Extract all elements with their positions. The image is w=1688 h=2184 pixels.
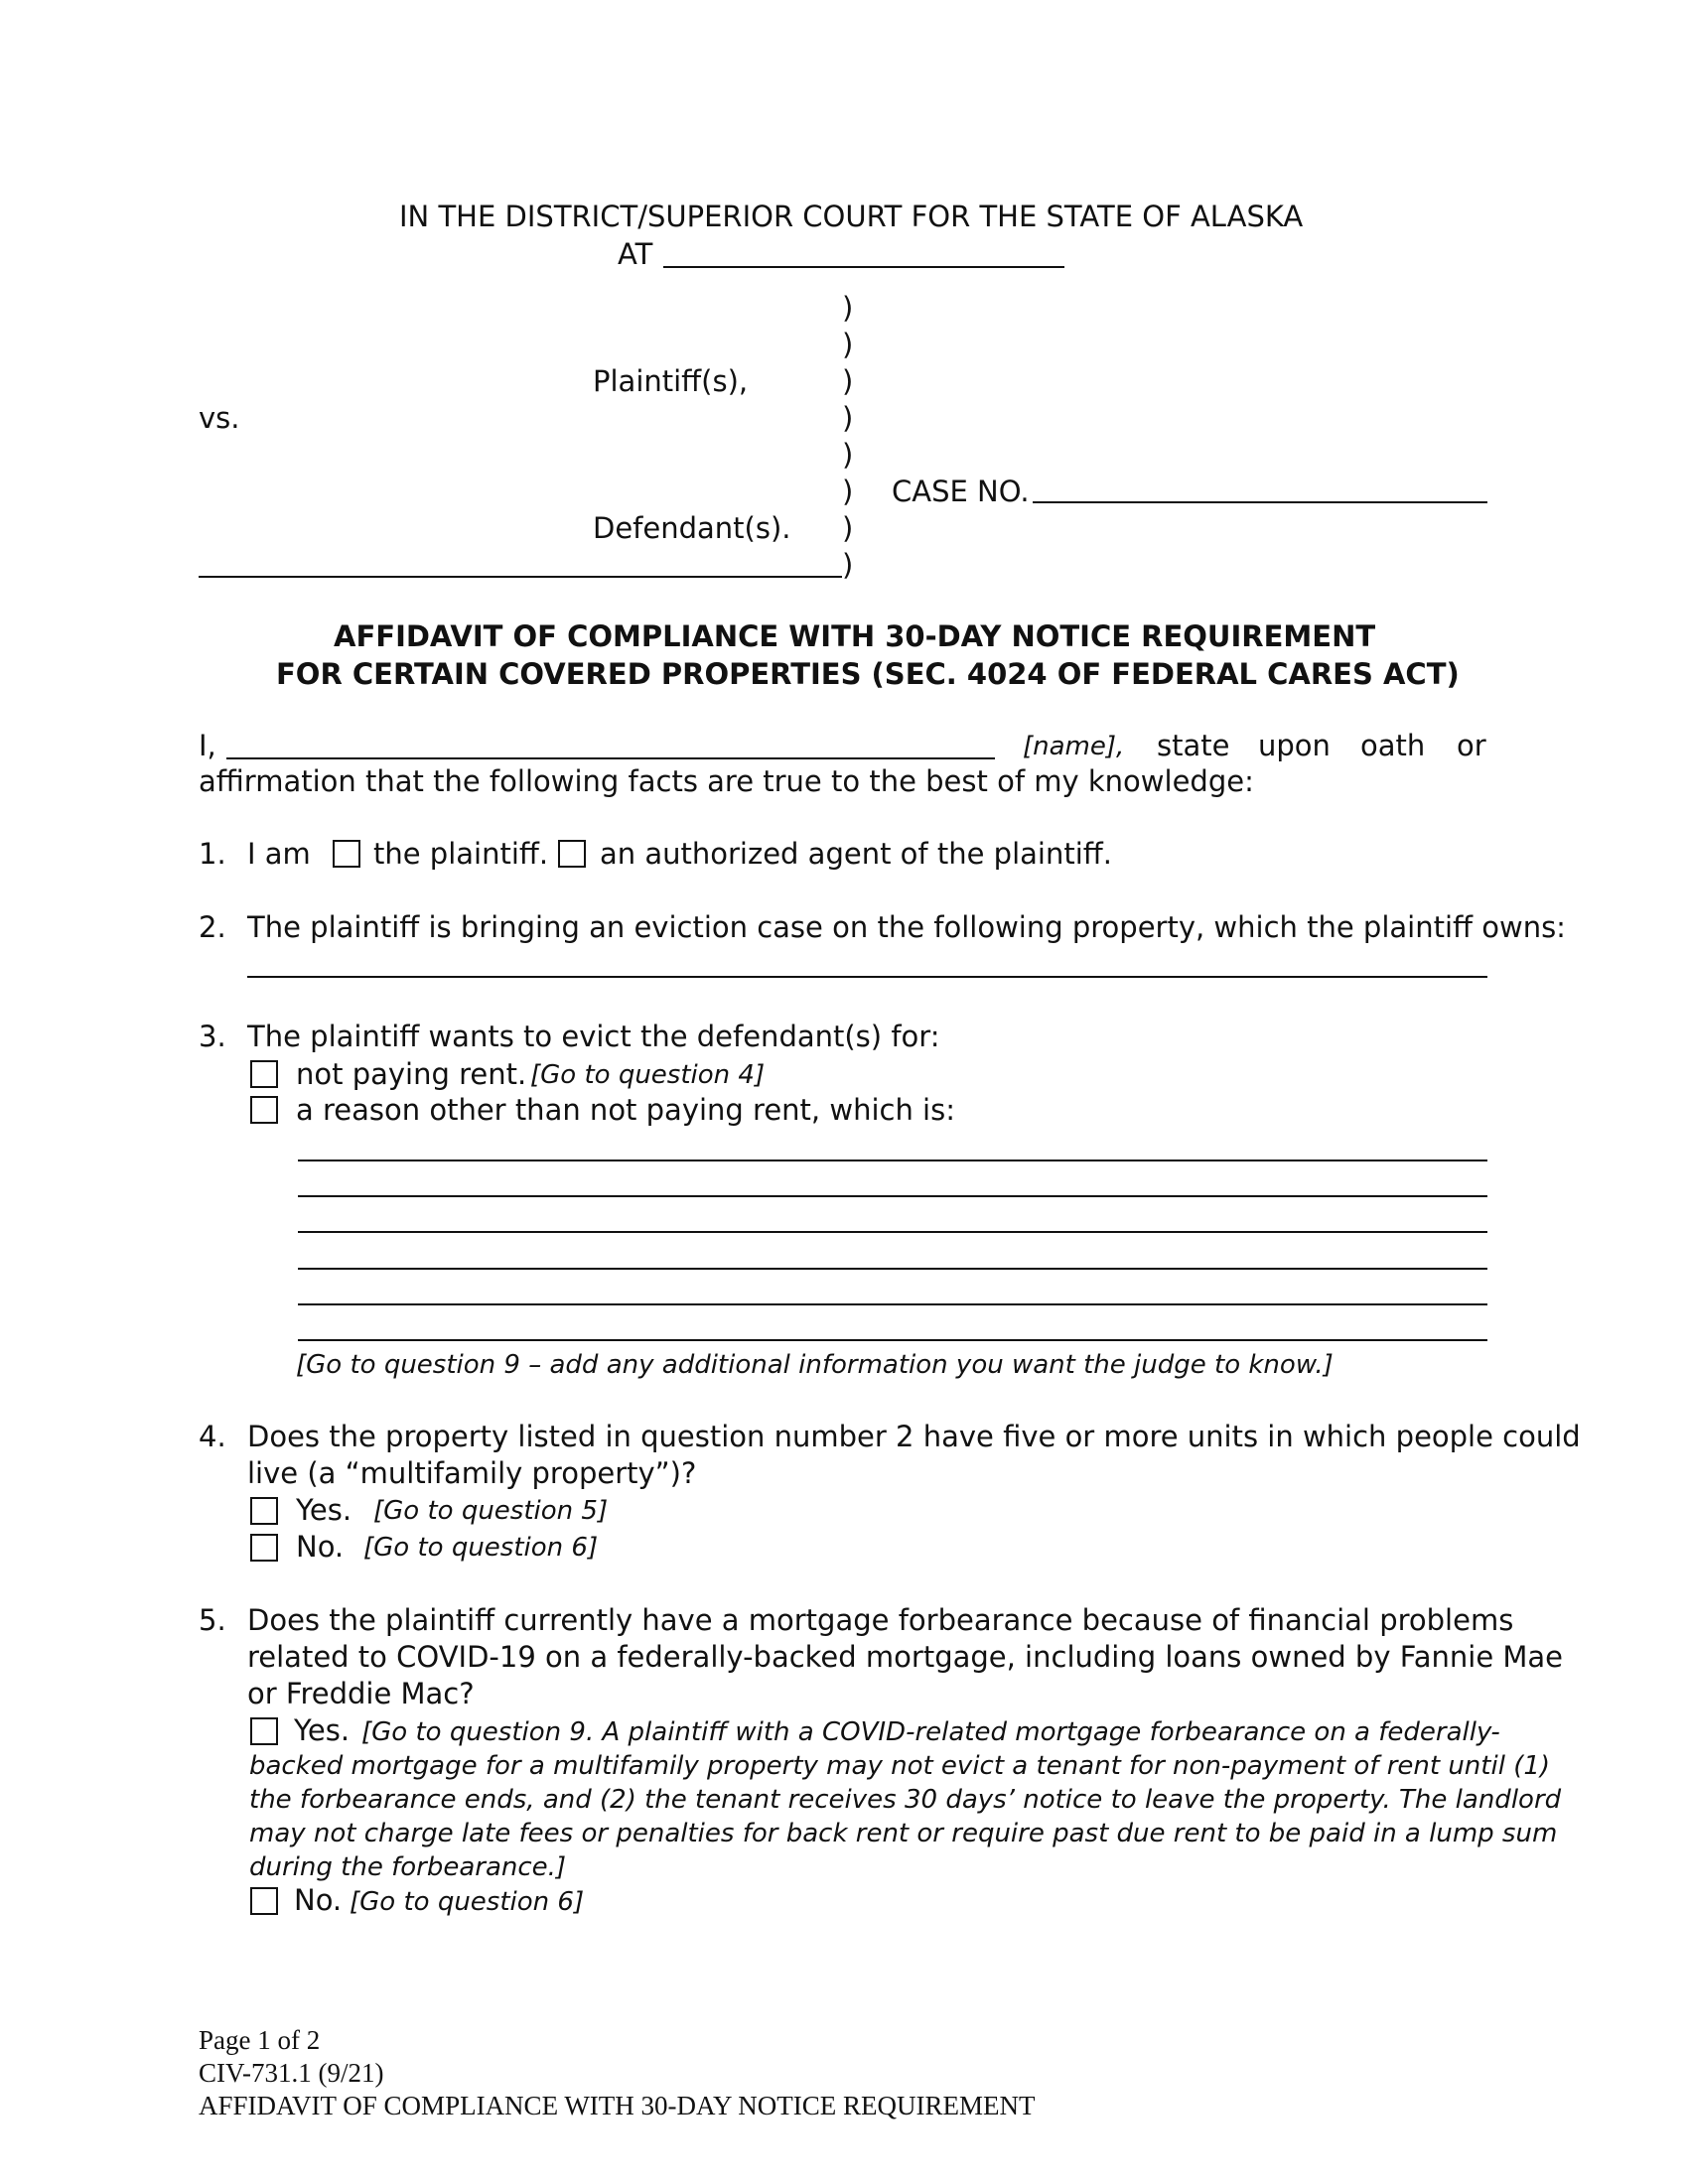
caption-paren: ) — [842, 548, 854, 582]
footer-page: Page 1 of 2 — [199, 2025, 321, 2055]
q3-goto-note: [Go to question 9 – add any additional information you want the judge to know.] — [296, 1350, 1334, 1380]
q5-no-label: No. — [294, 1883, 343, 1917]
q5-yes-note: backed mortgage for a multifamily property may not evict a tenant for non-payment of rent until (1) — [249, 1751, 1551, 1781]
q5-yes-label: Yes. — [294, 1713, 351, 1747]
q1-agent-label: an authorized agent of the plaintiff. — [600, 837, 1112, 871]
intro-line2: affirmation that the following facts are true to the best of my knowledge: — [199, 764, 1254, 798]
q5-yes-checkbox[interactable] — [250, 1717, 278, 1745]
caption-paren: ) — [842, 438, 854, 472]
q4-no-hint: [Go to question 6] — [363, 1533, 599, 1563]
q1-number: 1. — [199, 837, 226, 871]
reason-line[interactable] — [298, 1303, 1487, 1305]
reason-line[interactable] — [298, 1339, 1487, 1341]
caption-paren: ) — [842, 364, 854, 398]
q5-line3: or Freddie Mac? — [247, 1677, 475, 1710]
q5-yes-note: during the forbearance.] — [249, 1852, 567, 1882]
reason-line[interactable] — [298, 1231, 1487, 1233]
q3-rent-hint: [Go to question 4] — [530, 1060, 766, 1090]
footer-form-number: CIV-731.1 (9/21) — [199, 2058, 384, 2088]
court-title: IN THE DISTRICT/SUPERIOR COURT FOR THE STATE OF ALASKA — [399, 200, 1304, 233]
case-no-label: CASE NO. — [892, 475, 1030, 508]
q3-rent-label: not paying rent. — [296, 1057, 527, 1091]
caption-paren: ) — [842, 475, 854, 508]
property-address-field[interactable] — [247, 976, 1487, 978]
q5-line2: related to COVID-19 on a federally-backed mortgage, including loans owned by Fannie Mae — [247, 1640, 1564, 1674]
plaintiff-label: Plaintiff(s), — [593, 364, 749, 398]
q5-yes-note: may not charge late fees or penalties for back rent or require past due rent to be paid in a lump sum — [249, 1819, 1558, 1848]
q5-line1: Does the plaintiff currently have a mortgage forbearance because of financial problems — [247, 1603, 1514, 1637]
intro-word: oath — [1360, 729, 1426, 762]
defendant-label: Defendant(s). — [593, 511, 791, 545]
q4-line2: live (a “multifamily property”)? — [247, 1456, 697, 1490]
q3-other-label: a reason other than not paying rent, which is: — [296, 1093, 955, 1127]
form-title-line1: AFFIDAVIT OF COMPLIANCE WITH 30-DAY NOTICE REQUIREMENT — [334, 619, 1376, 653]
q4-yes-checkbox[interactable] — [250, 1497, 278, 1525]
q4-no-checkbox[interactable] — [250, 1534, 278, 1562]
q5-yes-note: the forbearance ends, and (2) the tenant receives 30 days’ notice to leave the property. The landlord — [249, 1785, 1562, 1815]
reason-line[interactable] — [298, 1195, 1487, 1197]
q2-text: The plaintiff is bringing an eviction case on the following property, which the plaintiff owns: — [247, 910, 1566, 944]
case-number-field[interactable] — [1033, 501, 1487, 503]
q3-rent-checkbox[interactable] — [250, 1060, 278, 1088]
footer-form-title: AFFIDAVIT OF COMPLIANCE WITH 30-DAY NOTICE REQUIREMENT — [199, 2091, 1036, 2120]
name-hint: [name], — [1023, 732, 1125, 761]
q4-no-label: No. — [296, 1530, 345, 1564]
court-location-field[interactable] — [663, 266, 1064, 268]
q5-no-checkbox[interactable] — [250, 1887, 278, 1915]
q4-yes-label: Yes. — [296, 1493, 352, 1527]
q4-line1: Does the property listed in question number 2 have five or more units in which people could — [247, 1420, 1581, 1453]
q4-number: 4. — [199, 1420, 226, 1453]
vs-label: vs. — [199, 401, 240, 435]
q1-plaintiff-label: the plaintiff. — [373, 837, 549, 871]
caption-paren: ) — [842, 401, 854, 435]
q3-text: The plaintiff wants to evict the defendant(s) for: — [247, 1020, 940, 1053]
q5-yes-note: [Go to question 9. A plaintiff with a COVID-related mortgage forbearance on a federally- — [361, 1717, 1500, 1747]
at-label: AT — [618, 237, 653, 271]
q2-number: 2. — [199, 910, 226, 944]
caption-paren: ) — [842, 511, 854, 545]
intro-word: or — [1457, 729, 1486, 762]
q1-agent-checkbox[interactable] — [558, 840, 586, 868]
q4-yes-hint: [Go to question 5] — [373, 1496, 609, 1526]
form-title-line2: FOR CERTAIN COVERED PROPERTIES (SEC. 4024 OF FEDERAL CARES ACT) — [276, 657, 1460, 691]
caption-paren: ) — [842, 328, 854, 361]
affiant-name-field[interactable] — [226, 757, 995, 759]
q5-number: 5. — [199, 1603, 226, 1637]
q1-plaintiff-checkbox[interactable] — [333, 840, 360, 868]
caption-paren: ) — [842, 291, 854, 325]
intro-i-label: I, — [199, 729, 216, 762]
q3-other-checkbox[interactable] — [250, 1096, 278, 1124]
q1-lead: I am — [247, 837, 311, 871]
intro-word: state — [1157, 729, 1230, 762]
reason-line[interactable] — [298, 1160, 1487, 1161]
q3-number: 3. — [199, 1020, 226, 1053]
defendant-name-field[interactable] — [199, 576, 842, 578]
reason-line[interactable] — [298, 1268, 1487, 1270]
intro-word: upon — [1258, 729, 1331, 762]
q5-no-hint: [Go to question 6] — [350, 1887, 585, 1917]
